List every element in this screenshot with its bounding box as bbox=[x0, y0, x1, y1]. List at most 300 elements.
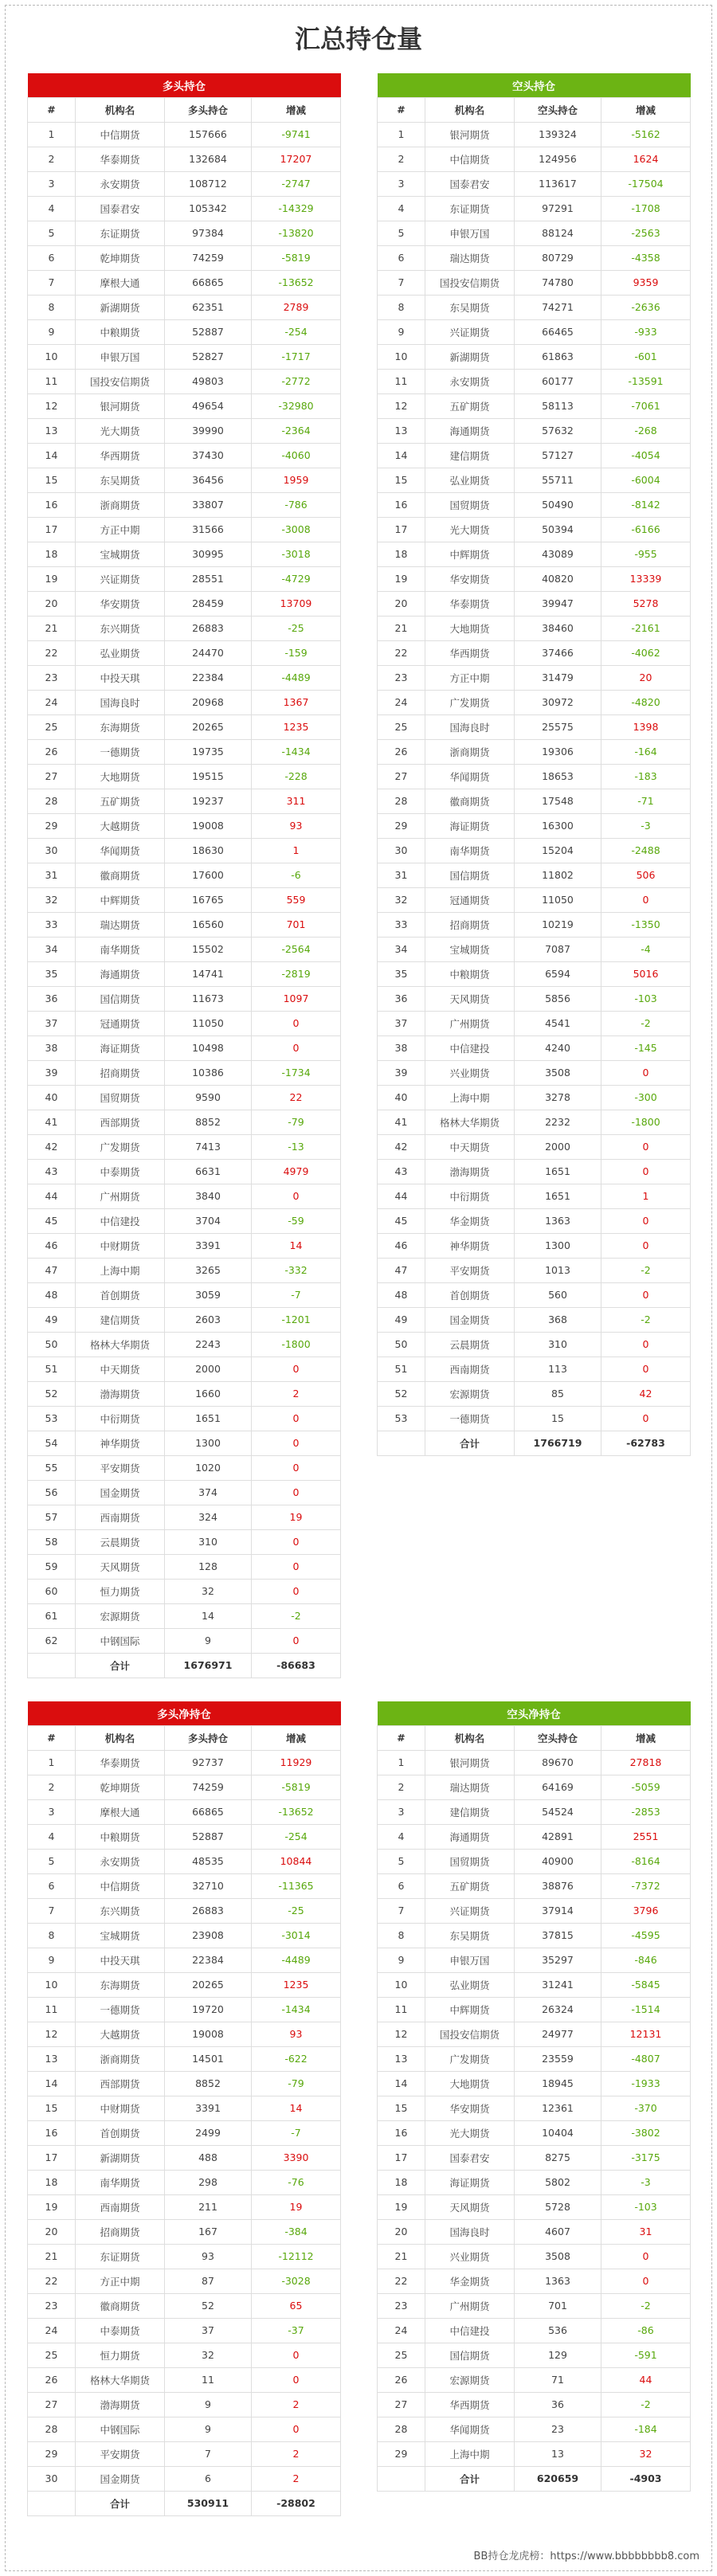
change-cell: -79 bbox=[252, 2071, 341, 2096]
rank-cell: 7 bbox=[378, 1898, 425, 1923]
institution-cell: 首创期货 bbox=[76, 1282, 165, 1307]
rank-cell: 1 bbox=[378, 1750, 425, 1775]
position-cell: 3391 bbox=[165, 1233, 252, 1258]
change-cell: -601 bbox=[601, 344, 691, 369]
total-row bbox=[378, 2466, 691, 2491]
rank-cell: 15 bbox=[378, 468, 425, 492]
table-row bbox=[28, 1775, 341, 1799]
institution-cell: 华西期货 bbox=[425, 2392, 515, 2417]
institution-cell: 中钢国际 bbox=[76, 1628, 165, 1653]
table-row bbox=[28, 2244, 341, 2269]
table-row bbox=[28, 1258, 341, 1282]
position-cell: 128 bbox=[165, 1554, 252, 1579]
position-cell: 14 bbox=[165, 1603, 252, 1628]
column-header-position: 空头持仓 bbox=[515, 97, 601, 122]
institution-cell: 华西期货 bbox=[76, 443, 165, 468]
table-row bbox=[378, 2441, 691, 2466]
position-cell: 17600 bbox=[165, 863, 252, 887]
position-cell: 74259 bbox=[165, 245, 252, 270]
change-cell: -4062 bbox=[601, 640, 691, 665]
rank-cell: 42 bbox=[28, 1134, 76, 1159]
change-cell: 0 bbox=[252, 2417, 341, 2441]
institution-cell: 瑞达期货 bbox=[425, 1775, 515, 1799]
total-row bbox=[28, 1653, 341, 1678]
table-row bbox=[378, 196, 691, 221]
position-cell: 31566 bbox=[165, 517, 252, 542]
position-cell: 9 bbox=[165, 1628, 252, 1653]
table-row bbox=[378, 1208, 691, 1233]
table-row bbox=[28, 2022, 341, 2046]
change-cell: -2747 bbox=[252, 171, 341, 196]
rank-cell: 15 bbox=[28, 468, 76, 492]
institution-cell: 首创期货 bbox=[76, 2120, 165, 2145]
change-cell: 0 bbox=[252, 1529, 341, 1554]
rank-cell: 44 bbox=[378, 1184, 425, 1208]
table-row bbox=[378, 1750, 691, 1775]
total-label: 合计 bbox=[425, 1431, 515, 1455]
change-cell: -1708 bbox=[601, 196, 691, 221]
rank-cell: 11 bbox=[378, 1997, 425, 2022]
position-cell: 19008 bbox=[165, 2022, 252, 2046]
total-change: -86683 bbox=[252, 1653, 341, 1678]
rank-cell: 14 bbox=[378, 2071, 425, 2096]
change-cell: -622 bbox=[252, 2046, 341, 2071]
position-cell: 55711 bbox=[515, 468, 601, 492]
table-row bbox=[378, 2219, 691, 2244]
table-row bbox=[378, 1775, 691, 1799]
change-cell: 0 bbox=[252, 2367, 341, 2392]
position-cell: 97384 bbox=[165, 221, 252, 245]
rank-cell: 4 bbox=[28, 1824, 76, 1849]
position-cell: 11050 bbox=[515, 887, 601, 912]
column-header-position: 空头持仓 bbox=[515, 1725, 601, 1750]
change-cell: -955 bbox=[601, 542, 691, 566]
institution-cell: 徽商期货 bbox=[425, 789, 515, 813]
position-cell: 1300 bbox=[165, 1431, 252, 1455]
institution-cell: 宝城期货 bbox=[425, 937, 515, 961]
table-row bbox=[28, 961, 341, 986]
change-cell: 0 bbox=[252, 1431, 341, 1455]
table-row bbox=[378, 887, 691, 912]
change-cell: -2853 bbox=[601, 1799, 691, 1824]
institution-cell: 兴业期货 bbox=[425, 1060, 515, 1085]
rank-cell: 28 bbox=[378, 2417, 425, 2441]
change-cell: 0 bbox=[252, 1184, 341, 1208]
position-cell: 20265 bbox=[165, 714, 252, 739]
rank-cell: 21 bbox=[28, 616, 76, 640]
rank-cell: 36 bbox=[28, 986, 76, 1011]
table-row bbox=[28, 1948, 341, 1972]
rank-cell: 26 bbox=[378, 2367, 425, 2392]
rank-cell: 23 bbox=[28, 2293, 76, 2318]
institution-cell: 中粮期货 bbox=[425, 961, 515, 986]
institution-cell: 南华期货 bbox=[425, 838, 515, 863]
rank-cell: 10 bbox=[28, 1972, 76, 1997]
change-cell: -3 bbox=[601, 813, 691, 838]
change-cell: -2 bbox=[601, 1011, 691, 1035]
change-cell: -591 bbox=[601, 2343, 691, 2367]
change-cell: 0 bbox=[601, 1233, 691, 1258]
rank-cell: 1 bbox=[28, 1750, 76, 1775]
position-cell: 60177 bbox=[515, 369, 601, 393]
change-cell: -8142 bbox=[601, 492, 691, 517]
institution-cell: 摩根大通 bbox=[76, 1799, 165, 1824]
institution-cell: 国信期货 bbox=[425, 2343, 515, 2367]
table-row bbox=[378, 2392, 691, 2417]
position-cell: 15204 bbox=[515, 838, 601, 863]
rank-cell: 50 bbox=[378, 1332, 425, 1357]
table-row bbox=[378, 665, 691, 690]
institution-cell: 五矿期货 bbox=[425, 393, 515, 418]
institution-cell: 中钢国际 bbox=[76, 2417, 165, 2441]
position-cell: 25575 bbox=[515, 714, 601, 739]
total-change: -62783 bbox=[601, 1431, 691, 1455]
institution-cell: 永安期货 bbox=[425, 369, 515, 393]
rank-cell: 1 bbox=[28, 122, 76, 147]
rank-cell: 16 bbox=[378, 492, 425, 517]
change-cell: 2789 bbox=[252, 295, 341, 319]
position-cell: 157666 bbox=[165, 122, 252, 147]
position-cell: 11 bbox=[165, 2367, 252, 2392]
rank-cell: 49 bbox=[28, 1307, 76, 1332]
table-row bbox=[28, 1184, 341, 1208]
table-row bbox=[28, 1431, 341, 1455]
long-positions-table bbox=[27, 73, 341, 1678]
table-row bbox=[28, 2145, 341, 2170]
institution-cell: 国海良时 bbox=[425, 2219, 515, 2244]
table-row bbox=[28, 2318, 341, 2343]
position-cell: 31479 bbox=[515, 665, 601, 690]
rank-cell: 12 bbox=[378, 393, 425, 418]
institution-cell: 中信期货 bbox=[425, 147, 515, 171]
position-cell: 15 bbox=[515, 1406, 601, 1431]
table-row bbox=[28, 1233, 341, 1258]
change-cell: 13709 bbox=[252, 591, 341, 616]
change-cell: 20 bbox=[601, 665, 691, 690]
rank-cell: 5 bbox=[378, 221, 425, 245]
position-cell: 50394 bbox=[515, 517, 601, 542]
rank-cell: 7 bbox=[378, 270, 425, 295]
change-cell: -7372 bbox=[601, 1873, 691, 1898]
institution-cell: 国泰君安 bbox=[425, 2145, 515, 2170]
table-row bbox=[28, 147, 341, 171]
table-row bbox=[378, 2046, 691, 2071]
position-cell: 3508 bbox=[515, 2244, 601, 2269]
change-cell: -159 bbox=[252, 640, 341, 665]
table-row bbox=[378, 591, 691, 616]
change-cell: 12131 bbox=[601, 2022, 691, 2046]
change-cell: -8164 bbox=[601, 1849, 691, 1873]
table-row bbox=[28, 1750, 341, 1775]
table-row bbox=[378, 937, 691, 961]
position-cell: 113617 bbox=[515, 171, 601, 196]
institution-cell: 国信期货 bbox=[425, 863, 515, 887]
institution-cell: 中粮期货 bbox=[76, 1824, 165, 1849]
institution-cell: 国投安信期货 bbox=[76, 369, 165, 393]
change-cell: -3802 bbox=[601, 2120, 691, 2145]
institution-cell: 华闻期货 bbox=[425, 764, 515, 789]
change-cell: -183 bbox=[601, 764, 691, 789]
position-cell: 4541 bbox=[515, 1011, 601, 1035]
institution-cell: 国贸期货 bbox=[425, 1849, 515, 1873]
position-cell: 19720 bbox=[165, 1997, 252, 2022]
position-cell: 3391 bbox=[165, 2096, 252, 2120]
rank-cell: 37 bbox=[28, 1011, 76, 1035]
change-cell: 4979 bbox=[252, 1159, 341, 1184]
institution-cell: 宏源期货 bbox=[425, 2367, 515, 2392]
position-cell: 16765 bbox=[165, 887, 252, 912]
position-cell: 88124 bbox=[515, 221, 601, 245]
institution-cell: 乾坤期货 bbox=[76, 245, 165, 270]
position-cell: 19008 bbox=[165, 813, 252, 838]
institution-cell: 海证期货 bbox=[76, 1035, 165, 1060]
institution-cell: 新湖期货 bbox=[76, 2145, 165, 2170]
institution-cell: 西南期货 bbox=[76, 2194, 165, 2219]
rank-cell: 22 bbox=[378, 2269, 425, 2293]
footer-source-link[interactable]: BB持仓龙虎榜：https://www.bbbbbbbb8.com bbox=[473, 2551, 699, 2562]
institution-cell: 建信期货 bbox=[425, 1799, 515, 1824]
institution-cell: 招商期货 bbox=[76, 1060, 165, 1085]
institution-cell: 新湖期货 bbox=[76, 295, 165, 319]
institution-cell: 中财期货 bbox=[76, 1233, 165, 1258]
institution-cell: 徽商期货 bbox=[76, 863, 165, 887]
change-cell: -3008 bbox=[252, 517, 341, 542]
rank-cell: 26 bbox=[28, 739, 76, 764]
change-cell: 1097 bbox=[252, 986, 341, 1011]
table-row bbox=[28, 912, 341, 937]
institution-cell: 渤海期货 bbox=[76, 2392, 165, 2417]
position-cell: 105342 bbox=[165, 196, 252, 221]
table-row bbox=[28, 1357, 341, 1381]
position-cell: 2000 bbox=[165, 1357, 252, 1381]
institution-cell: 五矿期货 bbox=[76, 789, 165, 813]
institution-cell: 华西期货 bbox=[425, 640, 515, 665]
column-header-institution: 机构名 bbox=[76, 1725, 165, 1750]
table-row bbox=[378, 2244, 691, 2269]
table-row bbox=[378, 690, 691, 714]
institution-cell: 永安期货 bbox=[76, 1849, 165, 1873]
position-cell: 2243 bbox=[165, 1332, 252, 1357]
institution-cell: 新湖期货 bbox=[425, 344, 515, 369]
position-cell: 19735 bbox=[165, 739, 252, 764]
rank-cell: 30 bbox=[28, 838, 76, 863]
table-row bbox=[28, 665, 341, 690]
table-row bbox=[28, 122, 341, 147]
table-row bbox=[28, 2269, 341, 2293]
institution-cell: 西部期货 bbox=[76, 1110, 165, 1134]
position-cell: 310 bbox=[515, 1332, 601, 1357]
institution-cell: 中衍期货 bbox=[425, 1184, 515, 1208]
total-value: 1676971 bbox=[165, 1653, 252, 1678]
position-cell: 18630 bbox=[165, 838, 252, 863]
institution-cell: 光大期货 bbox=[76, 418, 165, 443]
change-cell: -4489 bbox=[252, 665, 341, 690]
change-cell: -5845 bbox=[601, 1972, 691, 1997]
rank-cell: 4 bbox=[28, 196, 76, 221]
institution-cell: 兴证期货 bbox=[76, 566, 165, 591]
rank-cell: 5 bbox=[378, 1849, 425, 1873]
institution-cell: 兴证期货 bbox=[425, 1898, 515, 1923]
table-title: 空头持仓 bbox=[378, 73, 691, 97]
table-row bbox=[378, 739, 691, 764]
table-row bbox=[28, 1134, 341, 1159]
table-row bbox=[378, 1997, 691, 2022]
table-row bbox=[378, 1381, 691, 1406]
position-cell: 50490 bbox=[515, 492, 601, 517]
rank-cell: 17 bbox=[378, 517, 425, 542]
position-cell: 4240 bbox=[515, 1035, 601, 1060]
position-cell: 9 bbox=[165, 2417, 252, 2441]
table-row bbox=[378, 764, 691, 789]
table-row bbox=[28, 764, 341, 789]
table-row bbox=[28, 1110, 341, 1134]
table-row bbox=[28, 1085, 341, 1110]
institution-cell: 大地期货 bbox=[425, 2071, 515, 2096]
rank-cell: 51 bbox=[28, 1357, 76, 1381]
change-cell: -1734 bbox=[252, 1060, 341, 1085]
change-cell: 1624 bbox=[601, 147, 691, 171]
rank-cell: 41 bbox=[28, 1110, 76, 1134]
change-cell: -14329 bbox=[252, 196, 341, 221]
change-cell: -1933 bbox=[601, 2071, 691, 2096]
institution-cell: 东兴期货 bbox=[76, 1898, 165, 1923]
institution-cell: 大越期货 bbox=[76, 2022, 165, 2046]
change-cell: -11365 bbox=[252, 1873, 341, 1898]
table-row bbox=[28, 838, 341, 863]
rank-cell: 21 bbox=[28, 2244, 76, 2269]
position-cell: 52 bbox=[165, 2293, 252, 2318]
table-row bbox=[28, 1972, 341, 1997]
institution-cell: 格林大华期货 bbox=[76, 2367, 165, 2392]
rank-cell: 5 bbox=[28, 221, 76, 245]
change-cell: -5819 bbox=[252, 245, 341, 270]
change-cell: -3028 bbox=[252, 2269, 341, 2293]
change-cell: -184 bbox=[601, 2417, 691, 2441]
change-cell: -1514 bbox=[601, 1997, 691, 2022]
table-row bbox=[28, 1849, 341, 1873]
institution-cell: 银河期货 bbox=[425, 122, 515, 147]
table-row bbox=[28, 2367, 341, 2392]
institution-cell: 瑞达期货 bbox=[76, 912, 165, 937]
change-cell: -13 bbox=[252, 1134, 341, 1159]
table-row bbox=[28, 468, 341, 492]
rank-cell: 29 bbox=[28, 813, 76, 838]
table-row bbox=[28, 517, 341, 542]
rank-cell: 2 bbox=[28, 1775, 76, 1799]
rank-cell: 14 bbox=[28, 443, 76, 468]
table-row bbox=[378, 813, 691, 838]
position-cell: 71 bbox=[515, 2367, 601, 2392]
rank-cell: 8 bbox=[28, 1923, 76, 1948]
position-cell: 37430 bbox=[165, 443, 252, 468]
institution-cell: 华安期货 bbox=[425, 2096, 515, 2120]
table-row bbox=[28, 221, 341, 245]
position-cell: 124956 bbox=[515, 147, 601, 171]
rank-cell: 21 bbox=[378, 616, 425, 640]
position-cell: 22384 bbox=[165, 1948, 252, 1972]
table-row bbox=[378, 1849, 691, 1873]
position-cell: 22384 bbox=[165, 665, 252, 690]
institution-cell: 光大期货 bbox=[425, 517, 515, 542]
position-cell: 80729 bbox=[515, 245, 601, 270]
institution-cell: 申银万国 bbox=[425, 1948, 515, 1972]
institution-cell: 大地期货 bbox=[425, 616, 515, 640]
rank-cell: 28 bbox=[378, 789, 425, 813]
rank-cell: 5 bbox=[28, 1849, 76, 1873]
rank-cell: 37 bbox=[378, 1011, 425, 1035]
table-row bbox=[28, 2343, 341, 2367]
change-cell: -5059 bbox=[601, 1775, 691, 1799]
position-cell: 14741 bbox=[165, 961, 252, 986]
table-row bbox=[378, 1972, 691, 1997]
change-cell: 0 bbox=[252, 1554, 341, 1579]
institution-cell: 银河期货 bbox=[425, 1750, 515, 1775]
rank-cell: 24 bbox=[378, 2318, 425, 2343]
change-cell: 0 bbox=[252, 1480, 341, 1505]
change-cell: -13652 bbox=[252, 270, 341, 295]
rank-cell: 19 bbox=[378, 2194, 425, 2219]
position-cell: 374 bbox=[165, 1480, 252, 1505]
institution-cell: 中粮期货 bbox=[76, 319, 165, 344]
change-cell: 19 bbox=[252, 1505, 341, 1529]
rank-cell: 38 bbox=[378, 1035, 425, 1060]
institution-cell: 国泰君安 bbox=[425, 171, 515, 196]
change-cell: 0 bbox=[601, 2269, 691, 2293]
institution-cell: 方正中期 bbox=[76, 517, 165, 542]
institution-cell: 大越期货 bbox=[76, 813, 165, 838]
total-label: 合计 bbox=[76, 2491, 165, 2515]
rank-cell: 18 bbox=[28, 2170, 76, 2194]
table-row bbox=[28, 270, 341, 295]
table-row bbox=[28, 1997, 341, 2022]
institution-cell: 瑞达期货 bbox=[425, 245, 515, 270]
change-cell: 3796 bbox=[601, 1898, 691, 1923]
change-cell: -25 bbox=[252, 1898, 341, 1923]
change-cell: 2 bbox=[252, 2392, 341, 2417]
rank-cell: 10 bbox=[378, 1972, 425, 1997]
position-cell: 1660 bbox=[165, 1381, 252, 1406]
change-cell: 13339 bbox=[601, 566, 691, 591]
total-value: 530911 bbox=[165, 2491, 252, 2515]
change-cell: 0 bbox=[252, 2343, 341, 2367]
table-row bbox=[378, 1184, 691, 1208]
rank-cell: 13 bbox=[28, 418, 76, 443]
change-cell: -2564 bbox=[252, 937, 341, 961]
change-cell: -4 bbox=[601, 937, 691, 961]
column-header-institution: 机构名 bbox=[425, 1725, 515, 1750]
position-cell: 24977 bbox=[515, 2022, 601, 2046]
table-row bbox=[28, 2170, 341, 2194]
institution-cell: 光大期货 bbox=[425, 2120, 515, 2145]
institution-cell: 中辉期货 bbox=[425, 542, 515, 566]
institution-cell: 中泰期货 bbox=[76, 1159, 165, 1184]
rank-cell: 13 bbox=[378, 418, 425, 443]
rank-cell: 2 bbox=[378, 147, 425, 171]
position-cell: 37914 bbox=[515, 1898, 601, 1923]
table-row bbox=[28, 319, 341, 344]
table-row bbox=[28, 1603, 341, 1628]
table-row bbox=[378, 2343, 691, 2367]
rank-cell: 41 bbox=[378, 1110, 425, 1134]
table-row bbox=[378, 1799, 691, 1824]
rank-cell: 27 bbox=[378, 764, 425, 789]
table-row bbox=[28, 2293, 341, 2318]
table-row bbox=[378, 2293, 691, 2318]
rank-cell: 12 bbox=[378, 2022, 425, 2046]
rank-cell: 10 bbox=[28, 344, 76, 369]
rank-cell: 25 bbox=[378, 2343, 425, 2367]
position-cell: 10498 bbox=[165, 1035, 252, 1060]
